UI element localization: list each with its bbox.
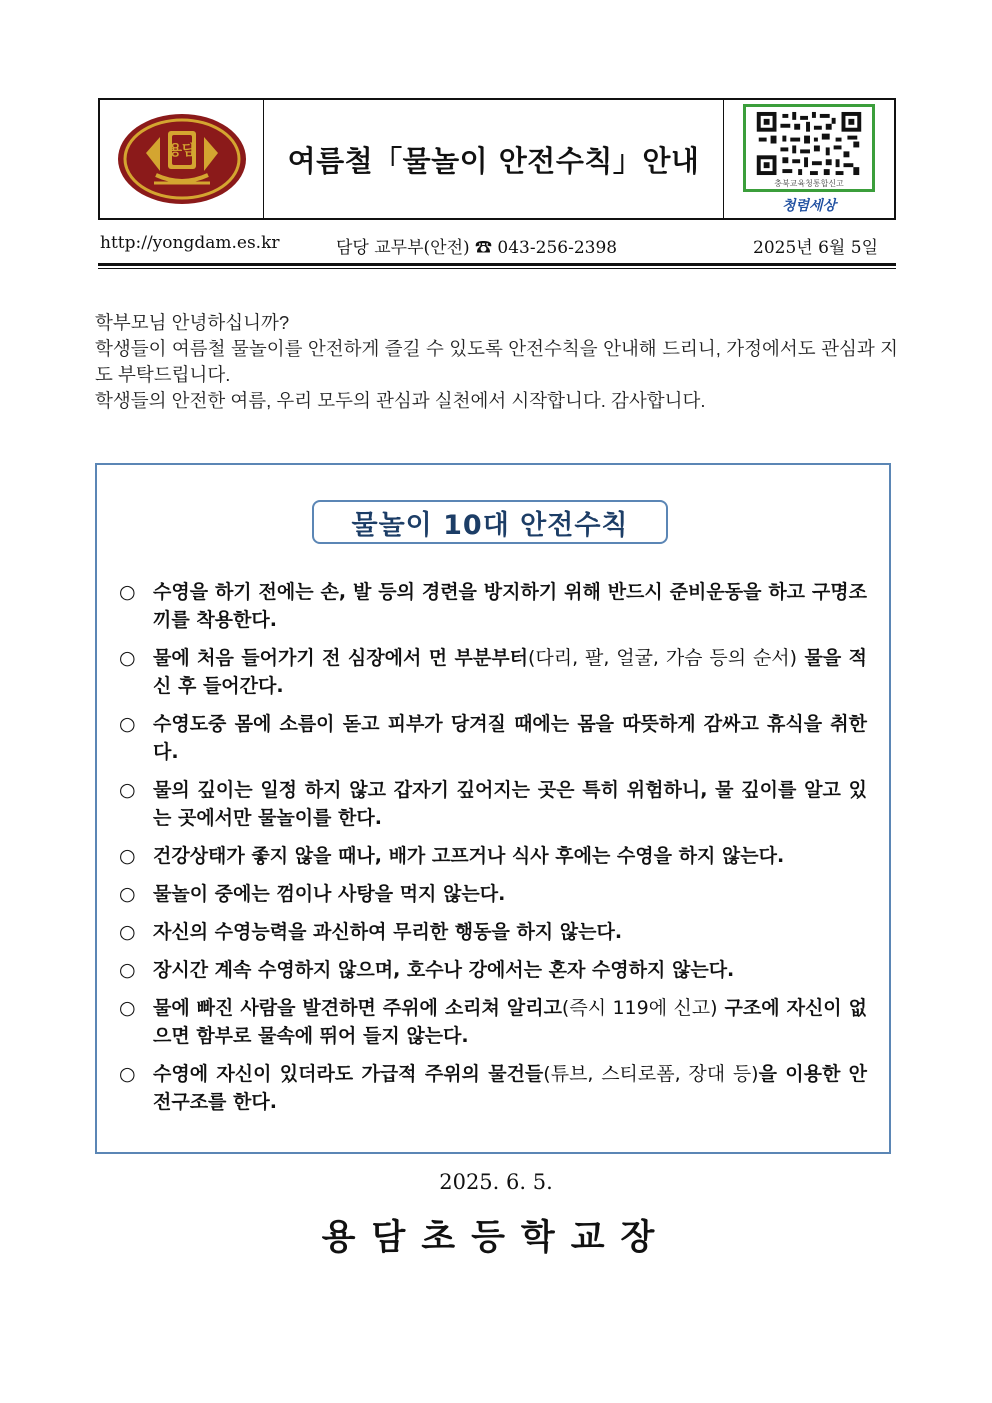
rule-text-tail: 물을 적신 후 들어간다. [153,647,867,697]
school-website-link[interactable]: http://yongdam.es.kr [100,233,280,253]
rule-text: 물에 빠진 사람을 발견하면 주위에 소리쳐 알리고 [153,997,562,1019]
school-emblem-icon [116,113,248,205]
rule-note: (즉시 119에 신고) [561,997,718,1019]
greeting-section [95,310,898,414]
principal-signature: 용담초등학교장 [321,1218,671,1258]
circle-bullet-icon: ○ [119,883,136,905]
rule-text: 물놀이 중에는 껌이나 사탕을 먹지 않는다. [153,883,506,905]
rule-item-10 [119,1060,867,1116]
greeting-line-2: 학생들이 여름철 물놀이를 안전하게 즐길 수 있도록 안전수칙을 안내해 드리니, 가정에서도 관심과 지도 부탁드립니다. [95,338,898,385]
rule-text-tail: 을 이용한 안전구조를 한다. [153,1063,868,1113]
safety-rules-box [95,463,891,1154]
qr-cell [724,100,894,218]
circle-bullet-icon: ○ [119,997,136,1019]
circle-bullet-icon: ○ [119,845,136,867]
qr-frame[interactable] [743,104,875,192]
rule-text: 수영을 하기 전에는 손, 발 등의 경련을 방지하기 위해 반드시 준비운동을 하고 구명조끼를 착용한다. [153,581,867,631]
rule-item-1 [119,578,867,634]
header-table [98,98,896,220]
rule-item-3 [119,710,867,766]
qr-code-icon [754,110,864,177]
circle-bullet-icon: ○ [119,647,136,669]
rule-text: 물에 처음 들어가기 전 심장에서 먼 부분부터 [153,647,528,669]
circle-bullet-icon: ○ [119,581,136,603]
title-cell [264,100,724,218]
circle-bullet-icon: ○ [119,1063,136,1085]
logo-cell [100,100,264,218]
header-divider-thin [98,268,896,269]
rule-item-6 [119,880,867,908]
rule-note: (튜브, 스티로폼, 장대 등) [543,1063,759,1085]
rule-text: 장시간 계속 수영하지 않으며, 호수나 강에서는 혼자 수영하지 않는다. [153,959,735,981]
rule-item-2 [119,644,867,700]
rule-item-7 [119,918,867,946]
header-divider-thick [98,263,896,266]
integrity-slogan: 청렴세상 [781,198,837,214]
contact-info: 담당 교무부(안전) ☎ 043-256-2398 [336,238,618,258]
qr-caption: 충북교육청통합신고 [774,179,844,188]
circle-bullet-icon: ○ [119,713,136,735]
footer-date: 2025. 6. 5. [439,1170,553,1194]
rules-list [119,578,867,1126]
circle-bullet-icon: ○ [119,921,136,943]
rule-item-9 [119,994,867,1050]
rule-text-tail: 구조에 자신이 없으면 함부로 물속에 뛰어 들지 않는다. [153,997,867,1047]
rule-text: 자신의 수영능력을 과신하여 무리한 행동을 하지 않는다. [153,921,623,943]
logo-text: 용담 [167,143,196,159]
rule-item-5 [119,842,867,870]
rule-text: 수영도중 몸에 소름이 돋고 피부가 당겨질 때에는 몸을 따뜻하게 감싸고 휴식을 취한다. [153,713,867,763]
info-line [98,233,896,259]
circle-bullet-icon: ○ [119,779,136,801]
rule-item-4 [119,776,867,832]
rule-text: 건강상태가 좋지 않을 때나, 배가 고프거나 식사 후에는 수영을 하지 않는다. [153,845,785,867]
circle-bullet-icon: ○ [119,959,136,981]
greeting-line-3: 학생들의 안전한 여름, 우리 모두의 관심과 실천에서 시작합니다. 감사합니다. [95,390,706,411]
greeting-line-1: 학부모님 안녕하십니까? [95,312,290,333]
rule-text: 수영에 자신이 있더라도 가급적 주위의 물건들 [153,1063,544,1085]
document-title: 여름철「물놀이 안전수칙」안내 [287,143,700,178]
rule-text: 물의 깊이는 일정 하지 않고 갑자기 깊어지는 곳은 특히 위험하니, 물 깊이를 알고 있는 곳에서만 물놀이를 한다. [153,779,867,829]
rule-note: (다리, 팔, 얼굴, 가슴 등의 순서) [527,647,798,669]
issue-date: 2025년 6월 5일 [753,238,878,258]
rule-item-8 [119,956,867,984]
rules-title: 물놀이 10대 안전수칙 [312,500,668,544]
